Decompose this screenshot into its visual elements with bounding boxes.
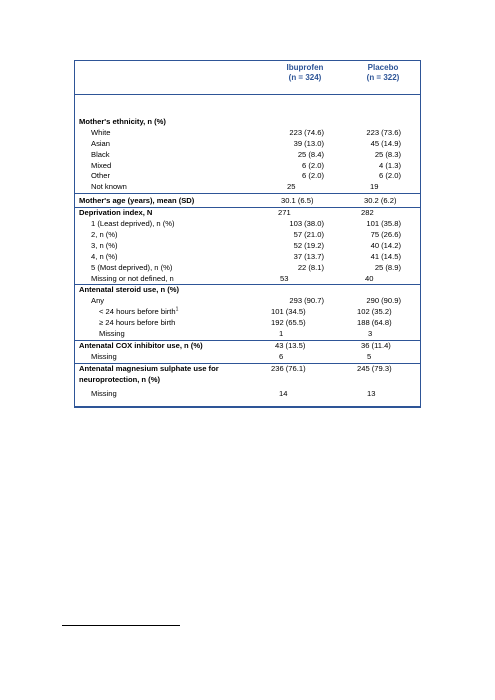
ibuprofen-value: 37 (13.7) — [293, 251, 324, 261]
placebo-value: 188 (64.8) — [357, 318, 392, 328]
ibuprofen-value: 236 (76.1) — [271, 363, 306, 373]
row-label: Black — [91, 149, 110, 159]
ibuprofen-value: 30.1 (6.5) — [281, 196, 314, 206]
row-label: Any — [91, 296, 105, 306]
placebo-value: 13 — [367, 388, 376, 398]
row-label: Missing — [91, 388, 117, 398]
row-label: Missing or not defined, n — [91, 273, 174, 283]
footnote-marker: 1 — [175, 306, 179, 313]
section-title: Mother's ethnicity, n (%) — [79, 117, 166, 126]
table-row — [75, 139, 420, 150]
placebo-value: 36 (11.4) — [361, 340, 391, 350]
section-deprivation — [75, 207, 420, 284]
placebo-value: 75 (26.6) — [370, 230, 401, 240]
table-row — [75, 171, 420, 182]
column-header-placebo: Placebo (n = 322) — [366, 63, 400, 82]
ibuprofen-value: 293 (90.7) — [289, 296, 324, 306]
placebo-value: 40 — [365, 273, 374, 283]
ibuprofen-value: 39 (13.0) — [293, 138, 324, 148]
placebo-value: 45 (14.9) — [370, 138, 401, 148]
placebo-value: 25 (8.9) — [374, 262, 401, 272]
placebo-value: 3 — [368, 329, 373, 339]
column-header-ibuprofen: Ibuprofen (n = 324) — [286, 63, 324, 82]
ibuprofen-value: 43 (13.5) — [275, 340, 306, 350]
row-label: 3, n (%) — [91, 240, 118, 250]
footnote-separator — [62, 625, 180, 626]
section-title: Antenatal steroid use, n (%) — [79, 285, 179, 295]
ibuprofen-value: 53 — [280, 273, 289, 283]
table-row — [75, 307, 420, 318]
table-row — [75, 364, 420, 386]
row-label: 5 (Most deprived), n (%) — [91, 262, 173, 272]
ibuprofen-value: 6 (2.0) — [302, 160, 324, 170]
baseline-characteristics-table — [74, 60, 421, 408]
table-row — [75, 219, 420, 230]
placebo-value: 223 (73.6) — [366, 127, 401, 137]
section-title: Antenatal magnesium sulphate use for neuroprotection, n (%) — [79, 363, 219, 384]
table-row — [75, 208, 420, 219]
table-header — [75, 61, 420, 95]
ibuprofen-value: 57 (21.0) — [293, 230, 324, 240]
row-label: ≥ 24 hours before birth — [99, 318, 176, 328]
section-cox — [75, 340, 420, 363]
placebo-value: 245 (79.3) — [357, 363, 392, 373]
section-title: Antenatal COX inhibitor use, n (%) — [79, 340, 203, 350]
table-row — [75, 329, 420, 340]
section-magnesium — [75, 363, 420, 406]
placebo-value: 102 (35.2) — [357, 307, 392, 317]
table-row — [75, 341, 420, 352]
placebo-value: 4 (1.3) — [379, 160, 401, 170]
table-row — [75, 274, 420, 285]
row-label: 4, n (%) — [91, 251, 118, 261]
table-row — [75, 194, 420, 207]
placebo-value: 30.2 (6.2) — [364, 196, 397, 206]
table-row — [75, 352, 420, 363]
placebo-value: 41 (14.5) — [370, 251, 401, 261]
placebo-value: 25 (8.3) — [374, 149, 401, 159]
section-title: Mother's age (years), mean (SD) — [79, 196, 195, 206]
row-label: Asian — [91, 138, 110, 148]
ibuprofen-value: 192 (65.5) — [271, 318, 306, 328]
section-title: Deprivation index, N — [79, 208, 153, 218]
section-title-row — [75, 285, 420, 296]
ibuprofen-value: 6 (2.0) — [302, 171, 324, 181]
table-row — [75, 182, 420, 193]
table-row — [75, 318, 420, 329]
row-label: Mixed — [91, 160, 112, 170]
placebo-value: 101 (35.8) — [366, 219, 401, 229]
ibuprofen-value: 271 — [278, 208, 291, 218]
row-label: White — [91, 127, 111, 137]
section-age — [75, 193, 420, 207]
placebo-value: 6 (2.0) — [379, 171, 401, 181]
table-row — [75, 296, 420, 307]
placebo-value: 282 — [361, 208, 374, 218]
ibuprofen-value: 52 (19.2) — [293, 240, 324, 250]
placebo-value: 40 (14.2) — [370, 240, 401, 250]
table-row — [75, 386, 420, 406]
table-row — [75, 161, 420, 172]
table-row — [75, 263, 420, 274]
section-title-row — [75, 117, 420, 128]
table-row — [75, 252, 420, 263]
placebo-value: 19 — [370, 182, 379, 192]
ibuprofen-value: 25 — [287, 182, 296, 192]
row-label: Not known — [91, 182, 127, 192]
row-label: < 24 hours before birth$^1$ — [99, 306, 179, 317]
section-ethnicity — [75, 95, 420, 193]
ibuprofen-value: 103 (38.0) — [289, 219, 324, 229]
row-label: Missing — [91, 351, 117, 361]
table-row — [75, 128, 420, 139]
ibuprofen-value: 25 (8.4) — [297, 149, 324, 159]
section-steroid — [75, 284, 420, 339]
ibuprofen-value: 22 (8.1) — [297, 262, 324, 272]
table-row — [75, 150, 420, 161]
ibuprofen-value: 101 (34.5) — [271, 307, 306, 317]
ibuprofen-value: 1 — [279, 329, 284, 339]
row-label: 1 (Least deprived), n (%) — [91, 219, 175, 229]
row-label: 2, n (%) — [91, 230, 118, 240]
table-row — [75, 230, 420, 241]
ibuprofen-value: 14 — [279, 388, 288, 398]
row-label: Other — [91, 171, 110, 181]
table-row — [75, 241, 420, 252]
placebo-value: 290 (90.9) — [366, 296, 401, 306]
row-label: Missing — [99, 329, 125, 339]
ibuprofen-value: 6 — [279, 351, 284, 361]
placebo-value: 5 — [367, 351, 372, 361]
ibuprofen-value: 223 (74.6) — [289, 127, 324, 137]
